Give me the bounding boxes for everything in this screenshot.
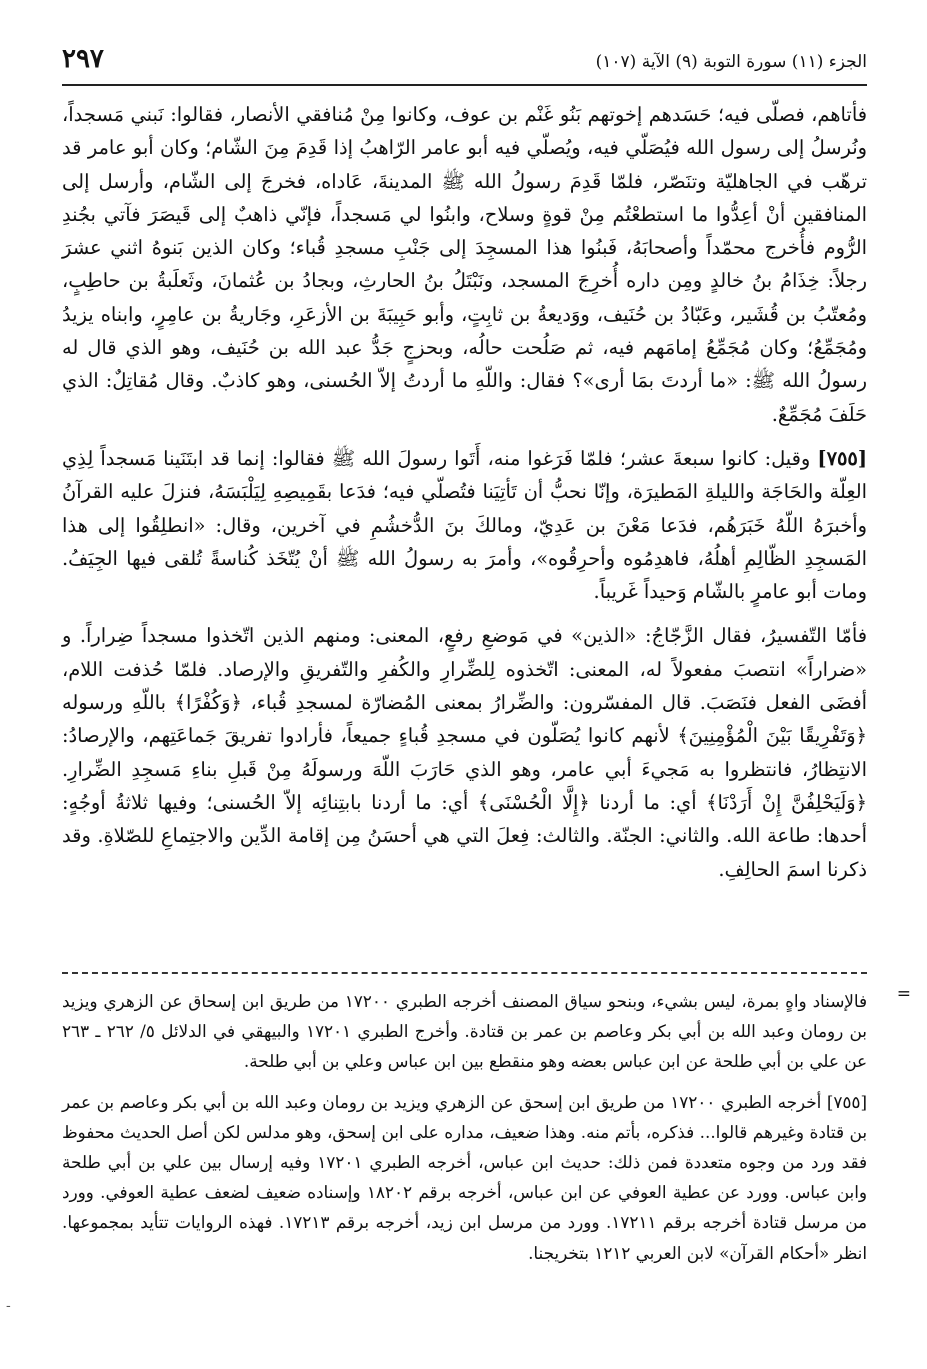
footnote-1: فالإسناد واهٍ بمرة، ليس بشيء، وبنحو سياق المصنف أخرجه الطبري ١٧٢٠٠ من طريق ابن إسحاق عن الزهري ويزيد بن رومان وعبد الله بن أبي بكر وعاصم بن عمر بن قتادة. وأخرج الطبري ١٧٢٠١ والبيهقي في الدلائل ٥/ ٢٦٢ ـ ٢٦٣ عن علي بن أبي طلحة عن ابن عباس بعضه وهو منقطع بين ابن عباس وعلي بن أبي طلحة. — [62, 991, 867, 1072]
paragraph-2-text: وقيل: كانوا سبعةَ عشر؛ فلمّا فَرَغوا منه، أَتَوا رسولَ الله ﷺ فقالوا: إنما قد ابتَنَينا مَسجداً لِذِي العِلّة والحَاجَة والليلةِ المَطيرَة، وإنّا نحبُّ أن تَأتِيَنا فتُصلّي فيه؛ فدَعا بقَمِيصِهِ لِيَلْبَسَهُ، فنزلَ عليه القرآنُ وأخبرَهُ اللّهُ خَبَرَهُم، فدَعا مَعْنَ بن عَدِيّ، ومالكَ بنَ الدُّخشُمِ في آخرين، وقال: «انطلِقُوا إلى هذا المَسجِدِ الظّالِمِ أهلُهُ، فاهدِمُوه وأحرِقُوه»، وأمرَ به رسولُ الله ﷺ أنْ يُتّخَذ كُناسةً تُلقى فيها الجِيَفُ. ومات أبو عامرٍ بالشّام وَحيداً غَريباً. — [62, 446, 867, 604]
page-number: ٢٩٧ — [62, 44, 104, 74]
paragraph-2 — [62, 442, 867, 608]
running-head: الجزء (١١) سورة التوبة (٩) الآية (١٠٧) — [595, 52, 867, 72]
main-text — [62, 98, 867, 886]
continuation-mark: = — [896, 984, 911, 1004]
page-header — [62, 44, 867, 86]
paragraph-3: فأمّا التّفسيرُ، فقال الزَّجّاجُ: «الذين» في مَوضعِ رفعٍ، المعنى: ومنهم الذين اتّخذوا مسجداً ضِراراً. و «ضراراً» انتصبَ مفعولاً له، المعنى: اتّخذوه لِلضِّرارِ والكُفرِ والتّفريقِ والإرصاد. فلمّا حُذفت اللام، أفضَى الفعل فنَصَبَ. قال المفسّرون: والضِّرارُ بمعنى المُضارّة لمسجدِ قُباء، ﴿وَكُفْرًا﴾ باللّهِ ورسوله ﴿وَتَفْرِيقًا بَيْنَ الْمُؤْمِنِينَ﴾ لأنهم كانوا يُصَلّون في مسجدِ قُباءٍ جميعاً، فأرادوا تفريقَ جَماعَتِهم، والإرصادُ: الانتِظارُ، فانتظروا به مَجيءَ أبي عامر، وهو الذي حَارَبَ اللّهَ ورسولَهُ مِنْ قَبلِ بناءِ مَسجِدِ الضِّرارِ. ﴿وَلَيَحْلِفُنَّ إِنْ أَرَدْنَا﴾ أي: ما أردنا ﴿إِلَّا الْحُسْنَى﴾ أي: ما أردنا بابتِنائِه إلاّ الحُسنى؛ وفيها ثلاثةُ أوجُهٍ: أحدها: طاعة الله. والثاني: الجنّة. والثالث: فِعلَ التي هي أحسَنُ مِن إقامة الدِّين والاجتِماعِ للصّلاةِ. وقد ذكرنا اسمَ الحالِفِ. — [62, 624, 867, 881]
note-number: [٧٥٥] — [817, 446, 867, 470]
margin-mark: - — [6, 1298, 11, 1314]
footnote-2: [٧٥٥] أخرجه الطبري ١٧٢٠٠ من طريق ابن إسحق عن الزهري ويزيد بن رومان وعبد الله بن أبي بكر وعاصم بن عمر بن قتادة وغيرهم قالوا... فذكره، بأتم منه. وهذا ضعيف، مداره على ابن إسحق، وهو مدلس لكن أصل الحديث محفوظ فقد ورد من وجوه متعددة فمن ذلك: حديث ابن عباس، أخرجه الطبري ١٧٢٠١ وفيه إرسال بين علي بن أبي طلحة وابن عباس. وورد عن عطية العوفي عن ابن عباس، أخرجه برقم ١٨٢٠٢ وإسناده ضعيف لضعف عطية العوفي. وورد من مرسل قتادة أخرجه برقم ١٧٢١١. وورد من مرسل ابن زيد، أخرجه برقم ١٧٢١٣. فهذه الروايات تتأيد بمجموعها. انظر «أحكام القرآن» لابن العربي ١٢١٢ بتخريجنا. — [62, 1091, 868, 1263]
footnotes — [62, 972, 867, 1268]
paragraph-1: فأتاهم، فصلّى فيه؛ حَسَدهم إخوتهم بَنُو غَنْم بن عوف، وكانوا مِنْ مُنافقي الأنصار، فقالوا: نَبني مَسجداً، ونُرسلُ إلى رسول الله فيُصَلّي فيه، ويُصلّي فيه أبو عامر الرّاهبُ إذا قَدِمَ مِنَ الشّام؛ وكان أبو عامر قد ترهّب في الجاهليّة وتنَصّر، فلمّا قَدِمَ رسولُ الله ﷺ المدينةَ، عَاداه، فخرجَ إلى الشّام، وأرسل إلى المنافقين أنْ أعِدُّوا ما استطعْتُم مِنْ قوةٍ وسلاح، وابنُوا لي مَسجداً، فإنّي ذاهبٌ إلى قَيصَرَ فآتي بجُندِ الرُّوم فأُخرج محمّداً وأصحابَهُ، فَبنُوا هذا المسجِدَ إلى جَنْبِ مسجدِ قُباء؛ وكان الذين بَنوهُ اثني عشرَ رجلاً: خِذَامُ بنُ خالدٍ ومِن داره أُخرِجَ المسجد، ونَبْتَلُ بنُ الحارثِ، وبجادُ بن عُثمانَ، وثَعلَبةُ بن حاطِبٍ، ومُعتّبُ بن قُشَير، وعَبّادُ بن حُنَيف، ووَديعةُ بن ثابِتٍ، وأبو حَبِيبَةَ بن الأزعَرِ، وجَاريةُ بن عامِرٍ، وابناه يزيدُ ومُجَمِّعُ؛ وكان مُجَمِّعُ إمامَهم فيه، ثم صَلُحت حالُه، وبحزجٍ جَدُّ عبد الله بن حُنَيف، وهو الذي قال له رسولُ الله ﷺ: «ما أردتَ بمَا أرى»؟ فقال: واللّهِ ما أردتُ إلاّ الحُسنى، وهو كاذبٌ. وقال مُقاتِلٌ: الذي حَلَفَ مُجَمِّعٌ. — [62, 103, 867, 426]
